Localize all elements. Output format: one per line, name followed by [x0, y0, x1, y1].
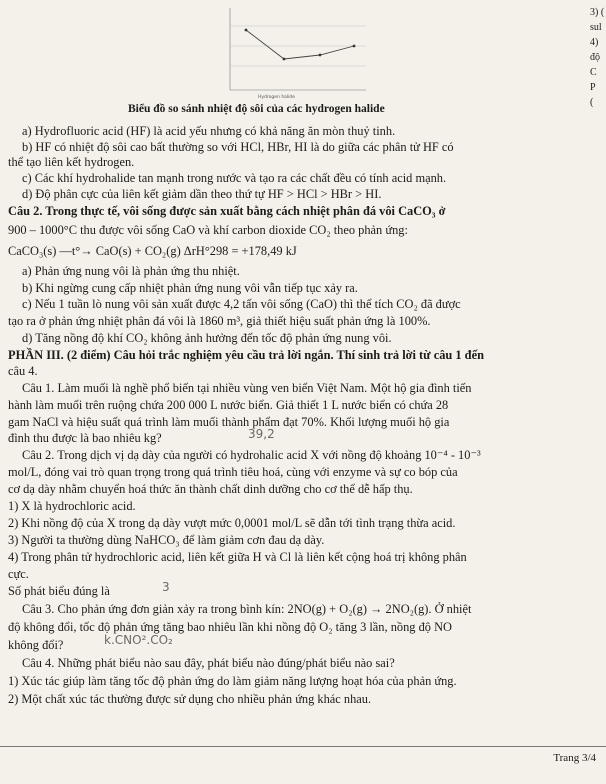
statement-3-2-4: 4) Trong phân tử hydrochloric acid, liên kết giữa H và Cl là liên kết cộng hoá trị không phân — [8, 550, 467, 564]
statement-1b: b) HF có nhiệt độ sôi cao bất thường so với HCl, HBr, HI là do giữa các phân tử HF có — [22, 140, 454, 154]
right-margin-text: 3) ( sul 4) độ C P ( — [590, 7, 605, 108]
statement-2c-cont: tạo ra ở phản ứng nhiệt phân đá vôi là 1860 m³, giả thiết hiệu suất phản ứng là 100%. — [8, 314, 431, 328]
footer-divider — [0, 746, 606, 747]
part-3-heading: PHẦN III. (2 điểm) Câu hỏi trắc nghiệm yêu cầu trả lời ngắn. Thí sinh trả lời từ câu 1 đến — [8, 348, 484, 362]
part-3-heading-cont: câu 4. — [8, 364, 38, 378]
question-3-2-line3: cơ dạ dày nhằm chuyển hoá thức ăn thành chất dinh dưỡng cho cơ thể dễ hấp thụ. — [8, 482, 413, 496]
reaction-equation: CaCO₃(s) —t°→ CaO(s) + CO₂(g) ΔrH°298 = +178,49 kJ — [8, 244, 297, 258]
page-number: Trang 3/4 — [553, 752, 596, 764]
handwritten-answer-2: 3 — [162, 580, 170, 594]
handwritten-answer-3: k.CNO².CO₂ — [104, 633, 173, 647]
boiling-point-chart — [196, 0, 386, 102]
question-2-title: Câu 2. Trong thực tế, vôi sống được sản xuất bằng cách nhiệt phân đá vôi CaCO₃ ở — [8, 204, 446, 218]
statement-3-2-2: 2) Khi nồng độ của X trong dạ dày vượt mức 0,0001 mol/L sẽ dẫn tới tình trạng thừa acid. — [8, 516, 456, 530]
statement-1d: d) Độ phân cực của liên kết giảm dần theo thứ tự HF > HCl > HBr > HI. — [22, 187, 382, 201]
statement-1b-cont: thể tạo liên kết hydrogen. — [8, 155, 135, 169]
statement-2c: c) Nếu 1 tuần lò nung vôi sản xuất được 4,2 tấn vôi sống (CaO) thì thể tích CO₂ đã được — [22, 297, 461, 311]
question-3-3: Câu 3. Cho phản ứng đơn giản xảy ra trong bình kín: 2NO(g) + O₂(g) → 2NO₂(g). Ở nhiệt — [22, 602, 472, 616]
question-3-3-line3: không đổi? — [8, 638, 64, 652]
count-prompt: Số phát biểu đúng là — [8, 584, 110, 598]
statement-3-2-3: 3) Người ta thường dùng NaHCO₃ để làm giảm cơn đau dạ dày. — [8, 533, 325, 547]
statement-3-4-2: 2) Một chất xúc tác thường được sử dụng cho nhiều phản ứng khác nhau. — [8, 692, 372, 706]
statement-2a: a) Phản ứng nung vôi là phản ứng thu nhiệt. — [22, 264, 240, 278]
statement-1c: c) Các khí hydrohalide tan mạnh trong nước và tạo ra các chất đều có tính acid mạnh. — [22, 171, 447, 185]
question-3-1-line4: đình thu được là bao nhiêu kg? — [8, 431, 162, 445]
question-3-1-line3: gam NaCl và hiệu suất quá trình làm muối thành phẩm đạt 70%. Khối lượng muối hộ gia — [8, 415, 450, 429]
statement-2d: d) Tăng nồng độ khí CO₂ không ảnh hưởng đến tốc độ phản ứng nung vôi. — [22, 331, 392, 345]
chart-title: Biểu đồ so sánh nhiệt độ sôi của các hydrogen halide — [128, 103, 385, 115]
question-3-1: Câu 1. Làm muối là nghề phổ biến tại nhiều vùng ven biển Việt Nam. Một hộ gia đình tiến — [22, 381, 472, 395]
handwritten-answer-1: 39,2 — [248, 427, 275, 441]
statement-3-2-4-cont: cực. — [8, 567, 29, 581]
question-3-1-line2: hành làm muối trên ruộng chứa 200 000 L nước biển. Giả thiết 1 L nước biển có chứa 28 — [8, 398, 449, 412]
statement-3-4-1: 1) Xúc tác giúp làm tăng tốc độ phản ứng do làm giảm năng lượng hoạt hóa của phản ứng. — [8, 674, 457, 688]
question-3-3-line2: độ không đổi, tốc độ phản ứng tăng bao nhiêu lần khi nồng độ O₂ tăng 3 lần, nồng độ NO — [8, 620, 452, 634]
question-3-4: Câu 4. Những phát biểu nào sau đây, phát biểu nào đúng/phát biểu nào sai? — [22, 656, 395, 670]
statement-1a: a) Hydrofluoric acid (HF) là acid yếu nhưng có khả năng ăn mòn thuỷ tinh. — [22, 124, 396, 138]
question-2-text: 900 – 1000°C thu được vôi sống CaO và khí carbon dioxide CO₂ theo phản ứng: — [8, 223, 408, 237]
chart-x-axis-label: Hydrogen halide — [258, 95, 296, 100]
statement-3-2-1: 1) X là hydrochloric acid. — [8, 499, 136, 513]
statement-2b: b) Khi ngừng cung cấp nhiệt phản ứng nung vôi vẫn tiếp tục xảy ra. — [22, 281, 358, 295]
question-3-2: Câu 2. Trong dịch vị dạ dày của người có hydrohalic acid X với nồng độ khoảng 10⁻⁴ - 10⁻³ — [22, 448, 481, 462]
question-3-2-line2: mol/L, đóng vai trò quan trọng trong quá trình tiêu hoá, cùng với enzyme và sự co bóp của — [8, 465, 458, 479]
